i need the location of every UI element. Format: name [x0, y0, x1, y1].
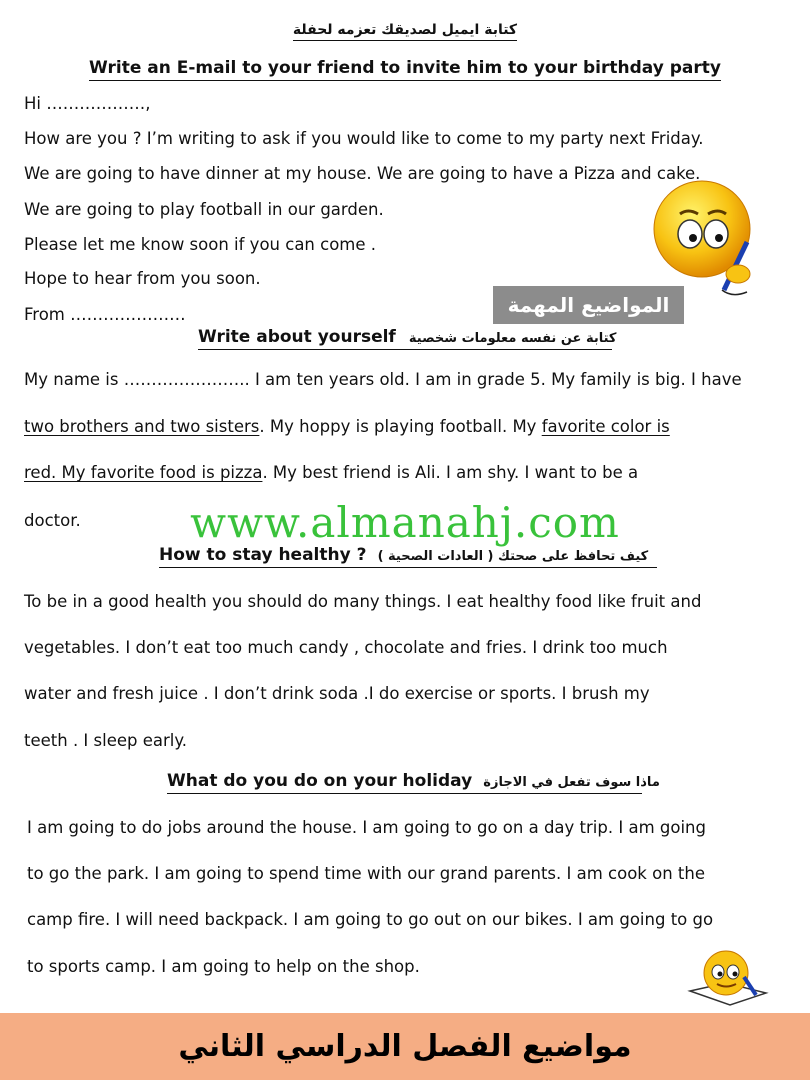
smiley-writing-icon: [652, 174, 762, 299]
title-underline: [198, 349, 612, 350]
paragraph-line: I am going to do jobs around the house. I am going to go on a day trip. I am going: [27, 818, 706, 837]
english-title: Write an E-mail to your friend to invite him to your birthday party: [0, 58, 810, 78]
paragraph-line: teeth . I sleep early.: [24, 731, 188, 750]
paragraph-line: camp fire. I will need backpack. I am going to go out on our bikes. I am going to go: [27, 910, 714, 929]
section-title-holiday: What do you do on your holiday ماذا سوف تفعل في الاجازة: [167, 771, 660, 791]
paragraph-line: to go the park. I am going to spend time with our grand parents. I am cook on the: [27, 864, 705, 883]
email-line-from: From …………………: [24, 305, 186, 324]
title-underline: [159, 567, 657, 568]
arabic-title: كتابة ايميل لصديقك تعزمه لحفلة: [0, 22, 810, 38]
watermark: www.almanahj.com: [190, 498, 620, 547]
paragraph-line: red. My favorite food is pizza. My best friend is Ali. I am shy. I want to be a: [24, 463, 639, 482]
email-line: We are going to play football in our garden.: [24, 200, 384, 219]
important-topics-badge: المواضيع المهمة: [493, 286, 684, 324]
footer-banner: [0, 1013, 810, 1080]
paragraph-line: To be in a good health you should do many things. I eat healthy food like fruit and: [24, 592, 702, 611]
email-line: How are you ? I’m writing to ask if you would like to come to my party next Friday.: [24, 129, 704, 148]
paragraph-line: My name is ………………….. I am ten years old. I am in grade 5. My family is big. I have: [24, 370, 742, 389]
paragraph-line: to sports camp. I am going to help on the shop.: [27, 957, 420, 976]
paragraph-line: water and fresh juice . I don’t drink soda .I do exercise or sports. I brush my: [24, 684, 650, 703]
paragraph-line: vegetables. I don’t eat too much candy , chocolate and fries. I drink too much: [24, 638, 668, 657]
email-line: Hope to hear from you soon.: [24, 269, 261, 288]
paragraph-line: two brothers and two sisters. My hoppy is playing football. My favorite color is: [24, 417, 670, 436]
email-line: We are going to have dinner at my house. We are going to have a Pizza and cake.: [24, 164, 701, 183]
email-line-greeting: Hi ………………,: [24, 94, 151, 113]
footer-label: مواضيع الفصل الدراسي الثاني: [178, 1029, 632, 1064]
section-title-healthy: How to stay healthy ? كيف تحافظ على صحتك ( العادات الصحية ): [159, 545, 649, 565]
email-line: Please let me know soon if you can come .: [24, 235, 377, 254]
paragraph-line: doctor.: [24, 511, 81, 530]
section-title-yourself: Write about yourself كتابة عن نفسه معلومات شخصية: [198, 327, 617, 347]
smiley-writing-small-icon: [686, 947, 770, 1009]
title-underline: [167, 793, 642, 794]
